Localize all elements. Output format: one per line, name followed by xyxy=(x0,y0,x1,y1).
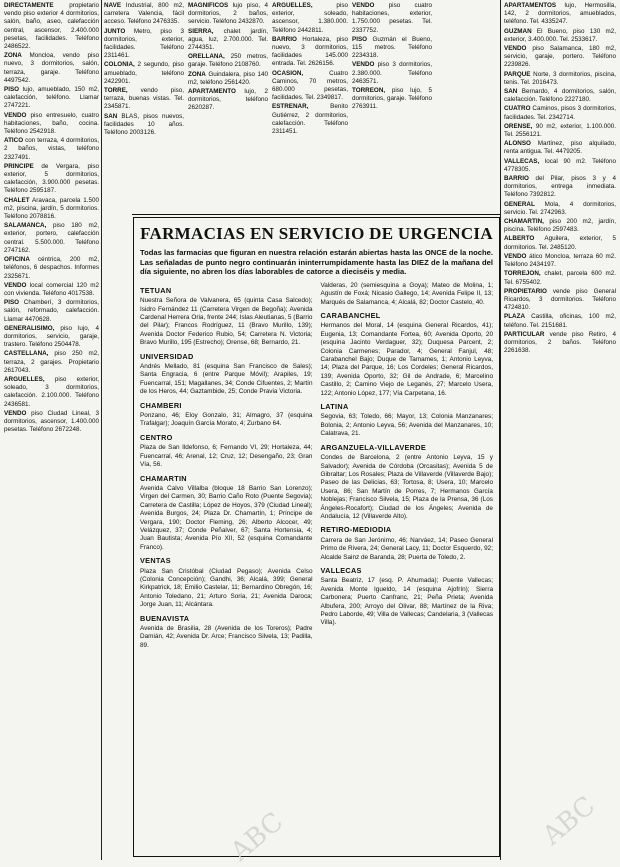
pharmacy-list: Carrera de San Jerónimo, 46; Narváez, 14; Paseo General Primo de Rivera, 24; General Lacy, 11; Doctor Esquerdo, 92; Alcalde Sainz de Baranda, 28; Puerta de Toledo, 2. xyxy=(320,536,493,561)
classified-ad: VENDO piso Ciudad Lineal, 3 dormitorios, ascensor, 1.400.000 pesetas. Teléfono 2672248. xyxy=(4,409,99,434)
classified-ad: PISO Guzmán el Bueno, 115 metros. Teléfono 2234318. xyxy=(352,35,432,60)
classified-ad: PRINCIPE de Vergara, piso exterior, 5 dormitorios, calefacción, 3.900.000 pesetas. Teléfono 2595187. xyxy=(4,162,99,195)
classified-ad: APARTAMENTO lujo, 2 dormitorios, teléfono 2620287. xyxy=(188,88,268,112)
classified-ad: SIERRA, chalet jardín, agua, luz, 2.700.000. Tel. 2744351. xyxy=(188,27,268,52)
pharmacy-list: Plaza de San Ildefonso, 6; Fernando VI, 29; Hortaleza, 44; Fuencarral, 46; Arenal, 12; Cruz, 12; Desengaño, 23; Gran Vía, 56. xyxy=(140,444,313,469)
classified-ad: CHALET Aravaca, parcela 1.500 m2, piscina, jardín, 5 dormitorios. Teléfono 2078816. xyxy=(4,196,99,221)
classified-ad: ALBERTO Aguilera, exterior, 5 dormitorios. Tel. 2485120. xyxy=(504,235,616,251)
classified-ad: ATICO con terraza, 4 dormitorios, 2 baños, vistas, teléfono 2327491. xyxy=(4,137,99,161)
box-top-rule xyxy=(132,214,500,215)
classified-ad: SALAMANCA, piso 180 m2, exterior, portero, calefacción central. 5.500.000. Teléfono 2747162. xyxy=(4,222,99,254)
classified-ad: MAGNIFICOS lujo piso, 4 dormitorios, 2 baños, servicio. Teléfono 2432870. xyxy=(188,2,268,26)
column-4 xyxy=(272,2,348,212)
classified-ad: ZONA Guindalera, piso 140 m2, teléfono 2561420. xyxy=(188,70,268,86)
classified-ad: GUZMAN El Bueno, piso 130 m2, exterior, 3.400.000. Tel. 2533617. xyxy=(504,27,616,43)
district-heading: LATINA xyxy=(320,402,349,412)
classified-ad: GENERAL Mola, 4 dormitorios, servicio. Tel. 2742963. xyxy=(504,200,616,216)
district-heading: UNIVERSIDAD xyxy=(140,351,194,361)
classified-ad: NAVE Industrial, 800 m2, carretera Valencia, fácil acceso. Teléfono 2476335. xyxy=(104,2,184,26)
pharmacy-list: Andrés Mellado, 81 (esquina San Francisco de Sales); Santa Engracia, 6 (entre Parque Móvil); Arapiles, 19; Fuencarral, 151; Magallanes, 34; Conde Cifuentes, 2; Martín de los Heros, 44; Gaztambide, 25; Conde Pravia Victoria. xyxy=(140,363,313,396)
watermark-bottom: ABC xyxy=(225,806,290,867)
classified-ad: JUNTO Metro, piso 3 dormitorios, exterior, facilidades. Teléfono 2311461. xyxy=(104,27,184,60)
district-heading: VENTAS xyxy=(140,556,171,566)
pharmacy-list: Plaza San Cristóbal (Ciudad Pegaso); Avenida Celso (Colonia Concepción); Gandhi, 36; Alcalá, 399; General Kirkpatrick, 18; Emilio Castelar, 11; Bernardino Obregón, 16; Antonio Toledano, 21; Arturo Soria, 21; Avenida Daroca; Jorge Juan, 11; Alcántara. xyxy=(140,567,313,609)
pharmacy-box xyxy=(133,217,500,857)
district-heading: RETIRO-MEDIODIA xyxy=(320,525,392,535)
district-heading: VALLECAS xyxy=(320,565,362,575)
column-2 xyxy=(104,2,184,212)
classified-ad: PISO Chamberí, 3 dormitorios, salón, reformado, calefacción. Llamar 4470628. xyxy=(4,299,99,323)
classified-ad: TORRE, vendo piso, terraza, buenas vistas. Tel. 2345871. xyxy=(104,87,184,111)
classified-ad: TORREJON, chalet, parcela 600 m2. Tel. 6755402. xyxy=(504,270,616,286)
pharmacy-list: Nuestra Señora de Valvanera, 65 (quinta Casa Salcedo); Isidro Fernández 11 (Carretera Virgen de Begoña); Avenida Cardenal Herrera Oria, frente 244; Islas Aleutianas, 5 (Barrio del Pilar); Francos Rodríguez, 11 (Bravo Murillo, 139); Avenida Doctor Federico Rubio, 54; Carretera N. Victoria; Bravo Murillo, 195 (Estrecho); Orense, 68; Bernardo, 21. xyxy=(140,297,313,347)
classified-ad: BARRIO Hortaleza, piso nuevo, 3 dormitorios, facilidades 145.000 entrada. Tel. 2626156. xyxy=(272,35,348,68)
pharmacy-list: Avenida de Brasilia, 28 (Avenida de los Toreros); Padre Damián, 42; Avenida Dr. Arce; Francisco Silvela, 13; Padilla, 89. xyxy=(140,625,313,649)
pharmacy-list: Segovia, 63; Toledo, 66; Mayor, 13; Colonia Manzanares; Bolonia, 2; Antonio Leyva, 56; Avenida del Manzanares, 10; Calatrava, 21. xyxy=(320,413,493,438)
classified-ad: ALONSO Martínez, piso alquilado, renta antigua. Tel. 4479205. xyxy=(504,140,616,156)
classified-ad: CHAMARTIN, piso 200 m2, jardín, piscina. Teléfono 2597483. xyxy=(504,218,616,234)
pharmacy-list: Hermanos del Moral, 14 (esquina General Ricardos, 41); Eugenia, 13; Comandante Fortea, 60; Avenida Oporto, 20 (esquina Jacinto Verdaguer, 32); Duquesa Parcent, 2; Colonia Carmenes; Parador, 4; General Fanjul, 48; Carabanchel Bajo; Duque de Tamames, 1; Antonio Leyva, 14; Plaza del Parque, 16; Los Cordeles; General Ricardos, 139; Avenida Oporto, 32; Gil de Andrade, 6; Marcelino Castillo, 2; Camino Viejo de Leganés, 27; Marcelo Usera, 122; Antonio López, 177; Vía Carpetana, 16. xyxy=(320,322,493,397)
classified-ad: SAN Bernardo, 4 dormitorios, salón, calefacción. Teléfono 2227180. xyxy=(504,88,616,104)
pharmacy-title: FARMACIAS EN SERVICIO DE URGENCIA xyxy=(140,224,493,243)
classified-ad: CASTELLANA, piso 250 m2, terraza, 2 garajes. Propietario 2617043. xyxy=(4,350,99,374)
classified-ad: GENERALISIMO, piso lujo, 4 dormitorios, servicio, garaje, trastero. Teléfono 2504478. xyxy=(4,324,99,349)
classified-ad: COLONIA, 2 segundo, piso amueblado, teléfono 2422901. xyxy=(104,61,184,85)
classified-ad: ARGUELLES, piso exterior, soleado, 3 dormitorios, calefacción. 2.100.000. Teléfono 2436581. xyxy=(4,375,99,408)
classified-ad: PARQUE Norte, 3 dormitorios, piscina, tenis. Tel. 2016473. xyxy=(504,70,616,86)
classified-ad: BARRIO del Pilar, pisos 3 y 4 dormitorios, entrega inmediata. Teléfono 7392812. xyxy=(504,175,616,199)
classified-ad: PARTICULAR vende piso Retiro, 4 dormitorios, 2 baños. Teléfono 2261638. xyxy=(504,330,616,355)
classified-ad: DIRECTAMENTE propietario vendo piso exterior 4 dormitorios, salón, baño, aseo, calefacción central, ascensor, 2.400.000 pesetas, facilidades. Teléfono 2486522. xyxy=(4,2,99,51)
district-heading: CHAMARTIN xyxy=(140,473,187,483)
pharmacy-column-left xyxy=(140,282,313,651)
column-rule-2 xyxy=(500,0,501,860)
column-6 xyxy=(504,2,616,857)
classified-ad: ARGUELLES, piso exterior, soleado, ascensor, 1.380.000. Teléfono 2442811. xyxy=(272,2,348,34)
classified-ad: ORENSE, 90 m2, exterior, 1.100.000. Tel. 2556121. xyxy=(504,122,616,139)
classified-ad: VENDO ático Moncloa, terraza 60 m2. Teléfono 2434197. xyxy=(504,252,616,269)
classified-ad: PLAZA Castilla, oficinas, 100 m2, teléfono. Tel. 2151681. xyxy=(504,313,616,329)
classified-ad: ZONA Moncloa, vendo piso nuevo, 3 dormitorios, salón, terraza, garaje. Teléfono 4497542. xyxy=(4,52,99,84)
classified-ad: OFICINA céntrica, 200 m2, teléfonos, 6 despachos. Informes 2325671. xyxy=(4,256,99,280)
classified-ad: PISO lujo, amueblado, 150 m2, calefacción, teléfono. Llamar 2747221. xyxy=(4,86,99,110)
pharmacy-column-right xyxy=(321,282,494,651)
district-heading: CENTRO xyxy=(140,432,173,442)
column-1 xyxy=(4,2,99,857)
classified-ad: SAN BLAS, pisos nuevos, facilidades 10 años. Teléfono 2003126. xyxy=(104,112,184,137)
pharmacy-list: Condes de Barcelona, 2 (entre Antonio Leyva, 15 y Salvador); Avenida de Córdoba (Orcasitas); Avenida 5 de Gibraltar; Los Rosales; Plaza de Villaverde (Villaverde Bajo); Paseo de las Delicias, 63; Tortosa, 8; Usera, 10; Marcelo Usera, 86; San Martín de Porres, 7; Hermanos García Noblejas; Francisco Silvela, 15; Plaza de la Prensa, 36 (Los Ángeles-Rocafort); Ciudad de los Ángeles; Avenida de Andalucía, 12 (Villaverde Alto). xyxy=(320,454,493,520)
classified-ad: VENDO piso entresuelo, cuatro habitaciones, baño, cocina. Teléfono 2542918. xyxy=(4,111,99,136)
classified-ad: PROPIETARIO vende piso General Ricardos, 3 dormitorios. Teléfono 4724810. xyxy=(504,287,616,312)
district-heading: CARABANCHEL xyxy=(320,311,381,320)
column-5 xyxy=(352,2,432,212)
classified-ad: ORELLANA, 250 metros, garaje. Teléfono 2108760. xyxy=(188,53,268,69)
classified-ad: VENDO piso Salamanca, 180 m2, servicio, garaje, portero. Teléfono 2239826. xyxy=(504,45,616,69)
classified-ad: TORREON, piso lujo, 5 dormitorios, garaje. Teléfono 2763911. xyxy=(352,87,432,111)
pharmacy-list: Valderas, 20 (semiesquina a Goya); Mateo de Molina, 1; Agustín de Foxá; Nicasio Gallego, 14; Avenida Felipe II, 13; Marqués de Salamanca, 4; Alcalá, 82; Doctor Castelo, 40. xyxy=(320,281,493,306)
pharmacy-list: Avenida Calvo Villalba (bloque 18 Barrio San Lorenzo); Virgen del Carmen, 30; Barrio Caño Roto (Puente Segovia); Carretera de Castilla; López de Hoyos, 379 (Ciudad Lineal); Avenida Burgos, 24; Plaza Dr. Chamartín, 1; Príncipe de Vergara, 190; Doctor Fleming, 26; Alberto Alcocer, 49; Velázquez, 37; Conde Peñalver, 67; Santa Hortensia, 4; Juan Bautista; Avenida Pío XII, 52 (esquina Comandante Franco). xyxy=(140,484,313,551)
classified-ad: OCASION, Cuatro Caminos, 70 metros, 680.000 pesetas, facilidades. Tel. 2349817. xyxy=(272,69,348,102)
district-heading: TETUAN xyxy=(140,285,172,295)
classified-ad: CUATRO Caminos, pisos 3 dormitorios, facilidades. Tel. 2342714. xyxy=(504,105,616,121)
classified-ad: VENDO local comercial 120 m2 con vivienda. Teléfono 4017538. xyxy=(4,281,99,297)
pharmacy-list: Santa Beatriz, 17 (esq. P. Ahumada); Puente Vallecas; Avenida Monte Igueldo, 14 (esquina Ajofrín); Sierra Carbonera; Puerto Canfranc, 21; Peña Prieta; Avenida Albufera, 200; Arroyo del Olivar, 88; Martínez de la Riva; Pedro Laborde, 49; Villa de Vallecas; Candelaria, 3 (Vallecas Villa). xyxy=(320,577,493,627)
district-heading: ARGANZUELA-VILLAVERDE xyxy=(320,442,426,452)
pharmacy-intro: Todas las farmacias que figuran en nuestra relación estarán abiertas hasta las ONCE de la noche. Las señaladas de punto negro continuarán ininterrumpidamente hasta las DIEZ de la mañana del día siguiente, no abren los días laborables de catorce a dieciséis y media. xyxy=(140,248,493,277)
classified-ad: APARTAMENTOS lujo, Hermosilla, 142, 2 dormitorios, amueblados, teléfono. Tel. 4335247. xyxy=(504,2,616,26)
classified-ad: ESTRENAR, Benito Gutiérrez, 2 dormitorios, calefacción. Teléfono 2311451. xyxy=(272,103,348,136)
classified-ad: VENDO piso 3 dormitorios, 2.380.000. Teléfono 2463571. xyxy=(352,61,432,85)
district-heading: BUENAVISTA xyxy=(140,613,190,623)
district-heading: CHAMBERI xyxy=(140,400,182,410)
classified-ad: VALLECAS, local 90 m2. Teléfono 4778305. xyxy=(504,157,616,173)
column-3 xyxy=(188,2,268,212)
classified-ad: VENDO piso cuatro habitaciones, exterior, 1.750.000 pesetas. Tel. 2337752. xyxy=(352,2,432,34)
column-rule-1 xyxy=(101,0,102,860)
pharmacy-list: Ponzano, 46; Eloy Gonzalo, 31; Almagro, 37 (esquina Trafalgar); Joaquín García Morato, 4; Zurbano 64. xyxy=(140,412,313,428)
watermark-right: ABC xyxy=(537,790,602,852)
